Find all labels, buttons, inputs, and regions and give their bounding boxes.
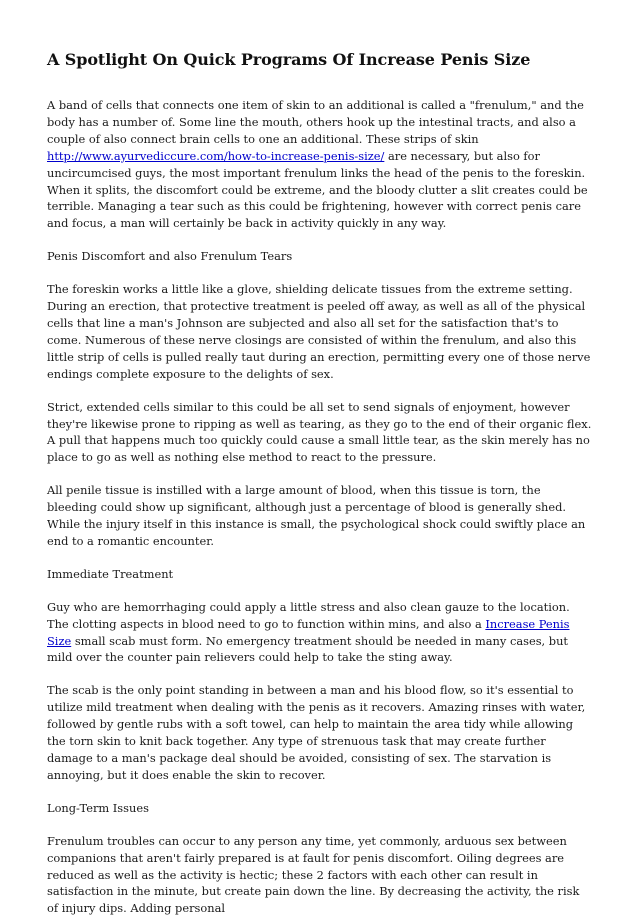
section-heading-frenulum-tears: Penis Discomfort and also Frenulum Tears <box>47 249 293 264</box>
page-title: A Spotlight On Quick Programs Of Increase Penis Size <box>47 50 531 69</box>
paragraph-intro <box>47 97 592 232</box>
paragraph-foreskin: The foreskin works a little like a glove, shielding delicate tissues from the extreme setting. During an erection, that protective treatment is peeled off away, as well as all of the physical cells that line a man's Johnson are subjected and also all set for the satisfaction that's to come. Numerous of these nerve closings are consisted of within the frenulum, and also this little strip of cells is pulled really taut during an erection, permitting every one of those nerve endings complete exposure to the delights of sex. <box>47 282 591 381</box>
ayurvediccure-link[interactable]: http://www.ayurvediccure.com/how-to-increase-penis-size/ <box>47 148 385 163</box>
section-heading-immediate-treatment: Immediate Treatment <box>47 566 174 581</box>
paragraph-scab: The scab is the only point standing in between a man and his blood flow, so it's essential to utilize mild treatment when dealing with the penis as it recovers. Amazing rinses with water, followed by gentle rubs with a soft towel, can help to maintain the area tidy while allowing the torn skin to knit back together. Any type of strenuous task that may create further damage to a man's package deal should be avoided, consisting of sex. The starvation is annoying, but it does enable the skin to recover. <box>47 683 586 782</box>
paragraph-intro-text-after: are necessary, but also for uncircumcised guys, the most important frenulum links the head of the penis to the foreskin. When it splits, the discomfort could be extreme, and the bloody clutter a slit creates could be terrible. Managing a tear such as this could be frightening, however with correct penis care and focus, a man will certainly be back in activity quickly in any way. <box>47 148 588 231</box>
paragraph-intro-text-before: A band of cells that connects one item of skin to an additional is called a "frenulum," and the body has a number of. Some line the mouth, others hook up the intestinal tracts, and also a couple of also connect brain cells to one an additional. These strips of skin <box>47 98 584 146</box>
section-heading-long-term-issues: Long-Term Issues <box>47 800 149 815</box>
paragraph-strict-cells: Strict, extended cells similar to this could be all set to send signals of enjoyment, however they're likewise prone to ripping as well as tearing, as they go to the end of their organic flex. A pull that happens much too quickly could cause a small little tear, as the skin merely has no place to go as well as nothing else method to react to the pressure. <box>47 399 592 465</box>
paragraph-frenulum-troubles: Frenulum troubles can occur to any person any time, yet commonly, arduous sex between companions that aren't fairly prepared is at fault for penis discomfort. Oiling degrees are reduced as well as the activity is hectic; these 2 factors with each other can result in satisfaction in the minute, but create pain down the line. By decreasing the activity, the risk of injury dips. Adding personal <box>47 833 580 916</box>
paragraph-hemorrhaging <box>47 599 592 667</box>
increase-penis-size-link[interactable]: Increase Penis Size <box>47 616 570 648</box>
paragraph-hemorrhaging-text-before: Guy who are hemorrhaging could apply a little stress and also clean gauze to the location. The clotting aspects in blood need to go to function within mins, and also a <box>47 599 570 631</box>
paragraph-hemorrhaging-text-after: small scab must form. No emergency treatment should be needed in many cases, but mild over the counter pain relievers could help to take the sting away. <box>47 633 569 665</box>
paragraph-penile-tissue: All penile tissue is instilled with a large amount of blood, when this tissue is torn, the bleeding could show up significant, although just a percentage of blood is generally shed. While the injury itself in this instance is small, the psychological shock could swiftly place an end to a romantic encounter. <box>47 483 586 548</box>
